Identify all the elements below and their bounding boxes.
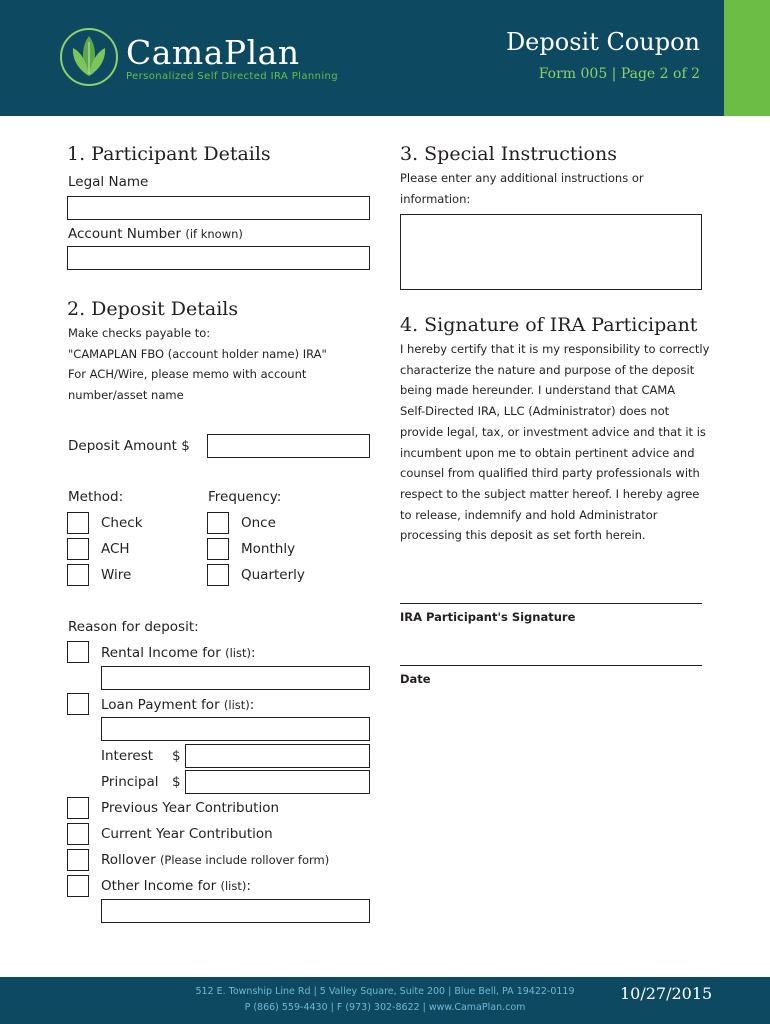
signature-label: IRA Participant's Signature [400, 610, 576, 624]
brand-name: CamaPlan [126, 33, 300, 72]
deposit-amount-field[interactable] [207, 434, 370, 458]
document-subtitle: Form 005 | Page 2 of 2 [538, 66, 700, 82]
current-year-label: Current Year Contribution [101, 826, 273, 842]
method-check-label: Check [101, 515, 143, 531]
method-wire-checkbox[interactable] [67, 564, 89, 586]
frequency-label: Frequency: [208, 489, 282, 505]
other-income-field[interactable] [101, 899, 370, 923]
interest-label: Interest [101, 748, 154, 764]
principal-label: Principal [101, 774, 159, 790]
brand-tagline: Personalized Self Directed IRA Planning [126, 71, 339, 82]
loan-payment-label: Loan Payment for (list): [101, 697, 255, 713]
loan-payment-field[interactable] [101, 717, 370, 741]
method-wire-label: Wire [101, 567, 132, 583]
legal-name-field[interactable] [67, 196, 370, 220]
frequency-quarterly-checkbox[interactable] [207, 564, 229, 586]
principal-dollar-sign: $ [172, 774, 181, 790]
signature-line[interactable] [400, 603, 702, 604]
reason-label: Reason for deposit: [68, 619, 199, 635]
legal-name-label: Legal Name [68, 174, 149, 190]
interest-dollar-sign: $ [172, 748, 181, 764]
current-year-checkbox[interactable] [67, 823, 89, 845]
account-number-label: Account Number (if known) [68, 226, 243, 242]
section-signature-title: 4. Signature of IRA Participant [400, 314, 698, 336]
rental-income-label: Rental Income for (list): [101, 645, 256, 661]
method-check-checkbox[interactable] [67, 512, 89, 534]
footer-contact: P (866) 559-4430 | F (973) 302-8622 | www.CamaPlan.com [244, 1002, 526, 1013]
frequency-monthly-label: Monthly [241, 541, 296, 557]
frequency-once-label: Once [241, 515, 276, 531]
rental-income-checkbox[interactable] [67, 641, 89, 663]
loan-payment-checkbox[interactable] [67, 693, 89, 715]
account-number-field[interactable] [67, 246, 370, 270]
section-deposit-details-title: 2. Deposit Details [67, 298, 239, 320]
account-number-hint: (if known) [185, 227, 243, 241]
previous-year-checkbox[interactable] [67, 797, 89, 819]
footer-address: 512 E. Township Line Rd | 5 Valley Square, Suite 200 | Blue Bell, PA 19422-0119 [195, 986, 575, 997]
certification-text: I hereby certify that it is my responsibility to correctly characterize the nature and purpose of the deposit being made hereunder. I understand that CAMA Self-Directed IRA, LLC (Administrator) does not provide legal, tax, or investment advice and that it is incumbent upon me to obtain pertinent advice and counsel from qualified third party professionals with respect to the subject matter hereof. I hereby agree to release, indemnify and hold Administrator processing this deposit as set forth herein. [400, 342, 710, 543]
method-label: Method: [68, 489, 124, 505]
frequency-once-checkbox[interactable] [207, 512, 229, 534]
other-income-label: Other Income for (list): [101, 878, 251, 894]
payable-instructions: Make checks payable to: "CAMAPLAN FBO (account holder name) IRA" For ACH/Wire, please memo with account number/asset name [68, 326, 327, 403]
section-participant-details-title: 1. Participant Details [67, 143, 271, 165]
other-income-checkbox[interactable] [67, 875, 89, 897]
date-label: Date [400, 672, 431, 686]
previous-year-label: Previous Year Contribution [101, 800, 280, 816]
footer-date: 10/27/2015 [620, 984, 713, 1003]
special-instructions-text: Please enter any additional instructions or information: [400, 171, 644, 206]
rollover-label: Rollover (Please include rollover form) [101, 852, 330, 868]
special-instructions-field[interactable] [400, 214, 702, 290]
leaf-logo-icon [60, 28, 118, 86]
method-ach-checkbox[interactable] [67, 538, 89, 560]
rental-income-field[interactable] [101, 666, 370, 690]
section-special-instructions-title: 3. Special Instructions [400, 143, 617, 165]
date-line[interactable] [400, 665, 702, 666]
header-accent-strip [724, 0, 770, 116]
document-title: Deposit Coupon [505, 28, 700, 56]
interest-amount-field[interactable] [185, 744, 370, 768]
principal-amount-field[interactable] [185, 770, 370, 794]
rollover-checkbox[interactable] [67, 849, 89, 871]
method-ach-label: ACH [101, 541, 130, 557]
deposit-amount-label: Deposit Amount $ [68, 438, 190, 454]
frequency-quarterly-label: Quarterly [241, 567, 305, 583]
frequency-monthly-checkbox[interactable] [207, 538, 229, 560]
